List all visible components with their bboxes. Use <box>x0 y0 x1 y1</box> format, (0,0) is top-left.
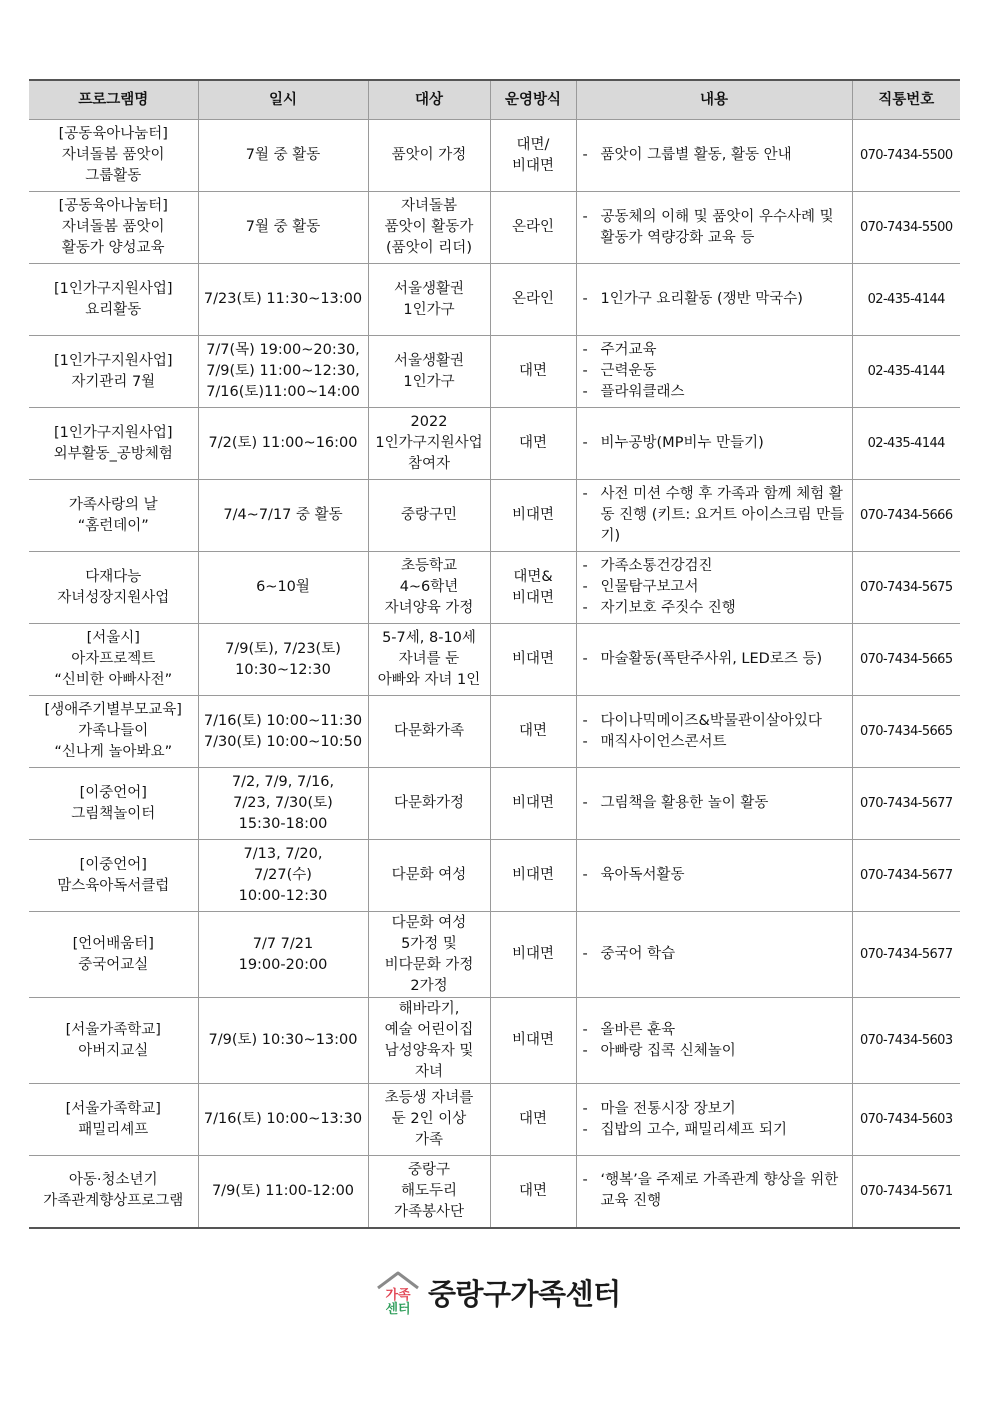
table-row <box>29 1084 960 1156</box>
cell-target <box>368 120 490 192</box>
cell-phone: 070-7434-5675 <box>852 552 960 624</box>
cell-line: 비대면 <box>511 157 555 174</box>
cell-line: 서울생활권 <box>393 352 465 369</box>
cell-line: 7/7(목) 19:00~20:30, <box>206 342 360 358</box>
cell-program-name <box>29 336 198 408</box>
cell-program-name <box>29 768 198 840</box>
cell-line: [공동육아나눔터] <box>58 126 168 142</box>
cell-content <box>576 552 852 624</box>
content-item <box>583 207 848 249</box>
content-item <box>583 556 848 577</box>
cell-date <box>198 696 368 768</box>
cell-date <box>198 1156 368 1228</box>
program-table <box>29 79 960 1229</box>
cell-line: [이중언어] <box>79 784 147 801</box>
content-text: 가족소통건강검진 <box>600 558 713 574</box>
cell-line: 대면/ <box>516 136 550 153</box>
cell-line: 10:30~12:30 <box>235 661 331 678</box>
cell-line: 대면 <box>518 723 547 739</box>
content-item <box>583 793 848 814</box>
content-text: 주거교육 <box>600 342 657 358</box>
cell-line: 중국어교실 <box>78 956 149 973</box>
bullet-dash: - <box>582 651 588 667</box>
bullet-dash: - <box>582 1100 588 1117</box>
bullet-dash: - <box>582 558 588 574</box>
cell-line: 1인가구 <box>403 301 455 318</box>
cell-line: 비대면 <box>511 795 555 811</box>
cell-line: 7월 중 활동 <box>245 147 321 163</box>
content-item <box>583 382 848 403</box>
cell-line: 외부활동_공방체험 <box>53 445 173 462</box>
cell-line: 7/7 7/21 <box>252 935 314 952</box>
cell-mode <box>490 998 576 1084</box>
cell-program-name <box>29 998 198 1084</box>
content-text: 플라워클래스 <box>600 384 685 400</box>
cell-date <box>198 192 368 264</box>
content-text: 1인가구 요리활동 (쟁반 막국수) <box>600 291 803 307</box>
cell-program-name <box>29 192 198 264</box>
cell-phone: 070-7434-5500 <box>852 192 960 264</box>
cell-line: 예술 어린이집 <box>384 1021 474 1038</box>
cell-phone: 070-7434-5666 <box>852 480 960 552</box>
cell-phone: 02-435-4144 <box>852 408 960 480</box>
content-text: 마을 전통시장 장보기 <box>600 1100 736 1117</box>
cell-mode <box>490 480 576 552</box>
header-program-name: 프로그램명 <box>29 80 198 120</box>
cell-line: 자녀성장지원사업 <box>57 589 170 606</box>
cell-line: [생애주기별부모교육] <box>44 702 182 718</box>
cell-line: 다재다능 <box>85 568 142 585</box>
content-text: 근력운동 <box>600 363 657 379</box>
content-text: 비누공방(MP비누 만들기) <box>600 435 764 451</box>
cell-target <box>368 552 490 624</box>
bullet-dash: - <box>582 712 588 729</box>
content-item <box>583 340 848 361</box>
cell-target <box>368 624 490 696</box>
cell-content <box>576 840 852 912</box>
content-item <box>583 1120 848 1141</box>
cell-line: 품앗이 가정 <box>391 147 467 163</box>
bullet-dash: - <box>582 291 588 307</box>
table-row <box>29 1156 960 1228</box>
cell-line: 7/16(토) 10:00~13:30 <box>203 1111 363 1127</box>
cell-line: [서울가족학교] <box>65 1021 161 1038</box>
cell-line: [1인가구지원사업] <box>53 424 173 441</box>
cell-line: [서울가족학교] <box>65 1100 161 1117</box>
cell-target <box>368 480 490 552</box>
cell-program-name <box>29 1156 198 1228</box>
cell-line: 초등생 자녀를 <box>384 1090 474 1106</box>
cell-line: “홈런데이” <box>77 517 149 534</box>
cell-program-name <box>29 264 198 336</box>
cell-content <box>576 624 852 696</box>
cell-line: 2가정 <box>410 977 448 994</box>
cell-content <box>576 192 852 264</box>
cell-mode <box>490 1156 576 1228</box>
table-row <box>29 480 960 552</box>
cell-program-name <box>29 480 198 552</box>
content-text: 아빠랑 집콕 신체놀이 <box>600 1042 736 1059</box>
cell-line: 비대면 <box>511 1032 555 1048</box>
cell-content <box>576 912 852 998</box>
bullet-dash: - <box>582 795 588 811</box>
bullet-dash: - <box>582 208 588 225</box>
cell-date <box>198 336 368 408</box>
cell-line: 자녀돌봄 품앗이 <box>61 147 165 163</box>
cell-content <box>576 408 852 480</box>
cell-line: 7/23, 7/30(토) <box>233 795 333 811</box>
cell-line: 활동가 양성교육 <box>61 240 165 256</box>
cell-line: 6~10월 <box>256 579 310 595</box>
cell-line: 대면 <box>518 1182 547 1199</box>
content-item <box>583 145 848 166</box>
bullet-dash: - <box>582 600 588 616</box>
cell-line: 초등학교 <box>400 558 458 574</box>
table-row <box>29 336 960 408</box>
cell-target <box>368 408 490 480</box>
header-phone: 직통번호 <box>852 80 960 120</box>
cell-mode <box>490 696 576 768</box>
svg-text:가족: 가족 <box>385 1288 411 1303</box>
cell-line: 7/9(토) 11:00~12:30, <box>206 363 360 379</box>
cell-program-name <box>29 1084 198 1156</box>
cell-line: 7/9(토), 7/23(토) <box>225 640 341 657</box>
cell-program-name <box>29 840 198 912</box>
table-row <box>29 696 960 768</box>
bullet-dash: - <box>582 867 588 883</box>
cell-mode <box>490 120 576 192</box>
cell-mode <box>490 192 576 264</box>
family-center-logo-icon <box>374 1268 422 1316</box>
bullet-dash: - <box>582 435 588 451</box>
cell-line: 대면 <box>518 435 547 451</box>
content-text: 육아독서활동 <box>600 867 685 883</box>
content-text: 마술활동(폭탄주사위, LED로즈 등) <box>600 651 823 667</box>
cell-mode <box>490 624 576 696</box>
content-item <box>583 944 848 965</box>
table-row <box>29 998 960 1084</box>
cell-content <box>576 336 852 408</box>
cell-line: 15:30-18:00 <box>238 816 328 832</box>
cell-phone: 070-7434-5500 <box>852 120 960 192</box>
cell-date <box>198 552 368 624</box>
cell-program-name <box>29 408 198 480</box>
content-item <box>583 361 848 382</box>
cell-line: “신나게 놀아봐요” <box>54 744 173 760</box>
cell-line: 19:00-20:00 <box>238 956 328 973</box>
bullet-dash: - <box>582 1172 588 1189</box>
content-text: 다이나믹메이즈&박물관이살아있다 <box>600 712 822 729</box>
cell-content <box>576 696 852 768</box>
cell-target <box>368 998 490 1084</box>
cell-line: 7/2, 7/9, 7/16, <box>231 774 335 790</box>
cell-line: 가족 <box>414 1132 443 1148</box>
content-text: 중국어 학습 <box>600 946 676 962</box>
cell-line: 1인가구 <box>403 373 455 390</box>
table-row <box>29 192 960 264</box>
cell-line: 아빠와 자녀 1인 <box>377 672 481 688</box>
cell-line: 1인가구지원사업 <box>375 435 483 451</box>
cell-line: 4~6학년 <box>399 579 459 595</box>
cell-line: 비대면 <box>511 867 555 883</box>
content-text: 자기보호 주짓수 진행 <box>600 600 736 616</box>
cell-phone: 070-7434-5603 <box>852 1084 960 1156</box>
cell-line: [1인가구지원사업] <box>53 352 173 369</box>
cell-target <box>368 264 490 336</box>
cell-content <box>576 480 852 552</box>
content-item <box>583 484 848 547</box>
table-row <box>29 552 960 624</box>
cell-line: 해바라기, <box>398 1000 460 1017</box>
cell-line: 가족봉사단 <box>393 1203 465 1220</box>
cell-line: [언어배움터] <box>72 935 154 952</box>
bullet-dash: - <box>582 486 588 502</box>
bullet-dash: - <box>582 342 588 358</box>
cell-line: 대면 <box>518 363 547 379</box>
cell-line: (품앗이 리더) <box>386 240 472 256</box>
content-item <box>583 433 848 454</box>
cell-target <box>368 840 490 912</box>
cell-line: 자기관리 7월 <box>71 373 156 390</box>
content-text: 인물탐구보고서 <box>600 579 699 595</box>
bullet-dash: - <box>582 733 588 750</box>
cell-line: 남성양육자 및 <box>384 1042 474 1059</box>
cell-mode <box>490 336 576 408</box>
content-text: 매직사이언스콘서트 <box>600 733 727 750</box>
content-text: 공동체의 이해 및 품앗이 우수사례 및 활동가 역량강화 교육 등 <box>600 208 834 246</box>
table-row <box>29 120 960 192</box>
cell-line: [공동육아나눔터] <box>58 198 168 214</box>
cell-phone: 070-7434-5677 <box>852 912 960 998</box>
content-text: 품앗이 그룹별 활동, 활동 안내 <box>600 147 792 163</box>
content-item <box>583 289 848 310</box>
content-item <box>583 1099 848 1120</box>
header-date: 일시 <box>198 80 368 120</box>
cell-date <box>198 624 368 696</box>
cell-line: 자녀를 둔 <box>398 651 460 667</box>
cell-line: 요리활동 <box>85 301 142 318</box>
cell-line: 중랑구민 <box>400 507 458 523</box>
cell-mode <box>490 1084 576 1156</box>
cell-line: 다문화가족 <box>393 723 465 739</box>
cell-program-name <box>29 552 198 624</box>
content-text: 집밥의 고수, 패밀리셰프 되기 <box>600 1121 788 1138</box>
cell-line: 7/13, 7/20, <box>243 846 323 862</box>
cell-line: 참여자 <box>407 456 451 472</box>
cell-line: 그림책놀이터 <box>71 805 156 822</box>
content-item <box>583 649 848 670</box>
cell-date <box>198 480 368 552</box>
cell-line: 아자프로젝트 <box>71 651 156 667</box>
cell-line: 자녀양육 가정 <box>384 600 474 616</box>
cell-line: 7/4~7/17 중 활동 <box>223 507 343 523</box>
cell-line: 비대면 <box>511 589 555 606</box>
content-text: 사전 미션 수행 후 가족과 함께 체험 활동 진행 (키트: 요거트 아이스크림 만들기) <box>600 486 845 544</box>
cell-line: 중랑구 <box>407 1161 451 1178</box>
cell-mode <box>490 768 576 840</box>
cell-line: 비대면 <box>511 946 555 962</box>
cell-mode <box>490 552 576 624</box>
cell-mode <box>490 264 576 336</box>
cell-date <box>198 120 368 192</box>
cell-line: 비다문화 가정 <box>384 956 474 973</box>
bullet-dash: - <box>582 1021 588 1038</box>
cell-date <box>198 264 368 336</box>
cell-line: 다문화가정 <box>393 795 465 811</box>
cell-line: 둔 2인 이상 <box>391 1111 467 1127</box>
cell-line: 5-7세, 8-10세 <box>382 630 476 646</box>
content-item <box>583 577 848 598</box>
cell-content <box>576 120 852 192</box>
header-content: 내용 <box>576 80 852 120</box>
cell-phone: 070-7434-5665 <box>852 624 960 696</box>
cell-content <box>576 264 852 336</box>
cell-line: 가족관계향상프로그램 <box>43 1193 184 1210</box>
bullet-dash: - <box>582 579 588 595</box>
bullet-dash: - <box>582 147 588 163</box>
cell-content <box>576 1156 852 1228</box>
cell-line: 자녀돌봄 품앗이 <box>61 219 165 235</box>
cell-date <box>198 408 368 480</box>
cell-line: 다문화 여성 <box>391 867 467 883</box>
cell-line: [서울시] <box>86 630 140 646</box>
cell-line: 대면& <box>513 568 553 585</box>
bullet-dash: - <box>582 363 588 379</box>
cell-line: 7/9(토) 11:00-12:00 <box>211 1182 355 1199</box>
table-row <box>29 408 960 480</box>
cell-target <box>368 768 490 840</box>
content-item <box>583 711 848 732</box>
cell-program-name <box>29 624 198 696</box>
bullet-dash: - <box>582 946 588 962</box>
cell-line: 아버지교실 <box>78 1042 149 1059</box>
table-row <box>29 624 960 696</box>
cell-content <box>576 998 852 1084</box>
content-item <box>583 1041 848 1062</box>
cell-line: 아동·청소년기 <box>68 1172 158 1189</box>
cell-target <box>368 1156 490 1228</box>
cell-line: 비대면 <box>511 507 555 523</box>
content-text: 올바른 훈육 <box>600 1021 676 1038</box>
cell-line: 대면 <box>518 1111 547 1127</box>
content-item <box>583 1170 848 1212</box>
content-item <box>583 1020 848 1041</box>
bullet-dash: - <box>582 1042 588 1059</box>
cell-line: 가족사랑의 날 <box>68 496 158 513</box>
cell-line: 7/23(토) 11:30~13:00 <box>203 291 363 307</box>
header-mode: 운영방식 <box>490 80 576 120</box>
cell-line: 서울생활권 <box>393 280 465 297</box>
cell-line: 맘스육아독서클럽 <box>57 877 170 894</box>
cell-date <box>198 998 368 1084</box>
cell-line: [1인가구지원사업] <box>53 280 173 297</box>
svg-text:센터: 센터 <box>385 1302 411 1316</box>
cell-date <box>198 912 368 998</box>
cell-line: 7/30(토) 10:00~10:50 <box>203 733 363 750</box>
cell-line: 5가정 및 <box>401 935 457 952</box>
cell-target <box>368 1084 490 1156</box>
table-row <box>29 768 960 840</box>
cell-phone: 070-7434-5671 <box>852 1156 960 1228</box>
table-header-row <box>29 80 960 120</box>
cell-line: 2022 <box>410 414 448 430</box>
cell-line: 7/9(토) 10:30~13:00 <box>208 1032 358 1048</box>
cell-line: 그룹활동 <box>85 168 142 184</box>
table-body <box>29 120 960 1228</box>
cell-program-name <box>29 120 198 192</box>
content-text: 그림책을 활용한 놀이 활동 <box>600 795 769 811</box>
cell-line: 해도두리 <box>400 1182 458 1199</box>
cell-target <box>368 912 490 998</box>
cell-mode <box>490 840 576 912</box>
cell-content <box>576 1084 852 1156</box>
cell-line: 자녀 <box>414 1063 443 1080</box>
header-target: 대상 <box>368 80 490 120</box>
cell-target <box>368 696 490 768</box>
cell-line: 10:00-12:30 <box>238 888 328 904</box>
cell-line: 온라인 <box>511 291 555 307</box>
cell-program-name <box>29 912 198 998</box>
cell-phone: 02-435-4144 <box>852 336 960 408</box>
bullet-dash: - <box>582 384 588 400</box>
cell-phone: 02-435-4144 <box>852 264 960 336</box>
cell-line: 비대면 <box>511 651 555 667</box>
cell-line: 온라인 <box>511 219 555 235</box>
cell-phone: 070-7434-5603 <box>852 998 960 1084</box>
table-row <box>29 840 960 912</box>
cell-phone: 070-7434-5665 <box>852 696 960 768</box>
content-item <box>583 865 848 886</box>
cell-date <box>198 768 368 840</box>
cell-line: 7월 중 활동 <box>245 219 321 235</box>
cell-line: 7/2(토) 11:00~16:00 <box>208 435 358 451</box>
center-logo <box>374 1266 621 1318</box>
cell-target <box>368 192 490 264</box>
table-row <box>29 912 960 998</box>
content-item <box>583 598 848 619</box>
bullet-dash: - <box>582 1121 588 1138</box>
cell-line: 7/16(토)11:00~14:00 <box>206 384 360 400</box>
cell-phone: 070-7434-5677 <box>852 840 960 912</box>
cell-date <box>198 840 368 912</box>
cell-mode <box>490 912 576 998</box>
cell-line: 패밀리셰프 <box>78 1121 149 1138</box>
table-row <box>29 264 960 336</box>
cell-mode <box>490 408 576 480</box>
cell-phone: 070-7434-5677 <box>852 768 960 840</box>
cell-line: [이중언어] <box>79 856 147 873</box>
cell-line: 7/16(토) 10:00~11:30 <box>203 712 363 729</box>
cell-line: 다문화 여성 <box>391 914 467 931</box>
cell-date <box>198 1084 368 1156</box>
cell-program-name <box>29 696 198 768</box>
content-item <box>583 732 848 753</box>
content-text: ‘행복’을 주제로 가족관계 향상을 위한 교육 진행 <box>600 1172 839 1210</box>
cell-line: 자녀돌봄 <box>400 198 458 214</box>
cell-line: 7/27(수) <box>254 867 312 883</box>
cell-target <box>368 336 490 408</box>
cell-line: 품앗이 활동가 <box>384 219 474 235</box>
cell-content <box>576 768 852 840</box>
cell-line: 가족나들이 <box>78 723 149 739</box>
cell-line: “신비한 아빠사전” <box>54 672 173 688</box>
center-name: 중랑구가족센터 <box>428 1276 621 1311</box>
